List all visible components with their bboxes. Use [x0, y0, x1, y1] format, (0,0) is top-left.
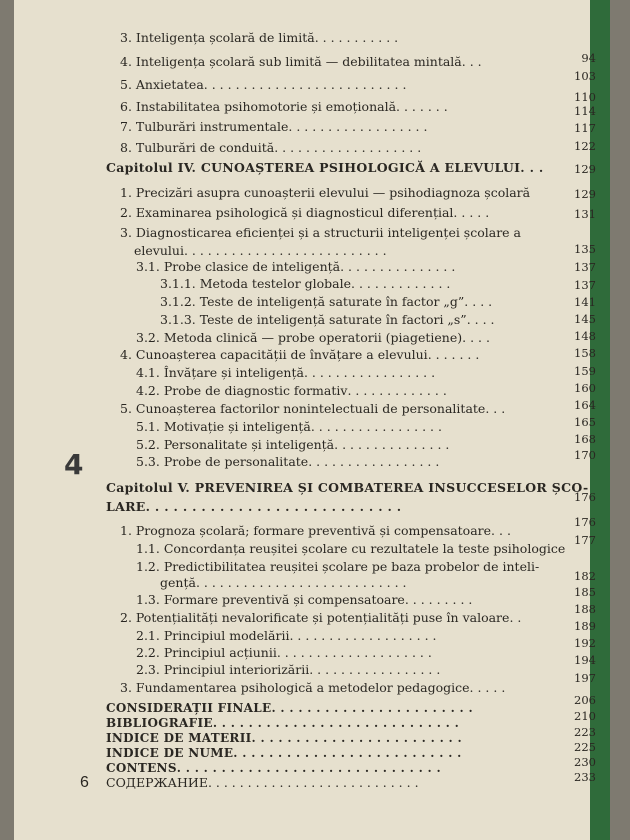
- toc-leader-dots: . . . . . . . . . . . . . . .: [334, 437, 450, 452]
- toc-entry-title: 1. Prognoza școlară; formare preventivă și compensatoare: [120, 523, 492, 538]
- toc-entry: [120, 97, 448, 117]
- toc-entry: [120, 117, 427, 137]
- toc-page-number: 233: [574, 770, 596, 784]
- toc-entry-title: 3.1.3. Teste de inteligență saturate în factori „s”: [160, 312, 467, 327]
- toc-entry: [136, 452, 439, 472]
- toc-entry: [106, 158, 544, 178]
- toc-page-number: 137: [574, 260, 596, 274]
- toc-leader-dots: . . . . . . .: [396, 99, 448, 114]
- toc-entry-title: 2. Potențialități nevalorificate și potențialități puse în valoare: [120, 610, 510, 625]
- toc-entry: [120, 345, 479, 365]
- toc-entry-title: gență: [160, 575, 196, 590]
- handwritten-mark: 4: [64, 448, 84, 481]
- toc-page-number: 114: [574, 104, 596, 118]
- toc-entry: [106, 497, 401, 517]
- toc-entry-title: 5.2. Personalitate și inteligență: [136, 437, 335, 452]
- toc-entry-title: 8. Tulburări de conduită: [120, 140, 275, 155]
- toc-entry-title: 3. Diagnosticarea eficienței și a structurii inteligenței școlare a: [120, 225, 522, 240]
- toc-leader-dots: . . . . . . . . . . . . .: [351, 276, 451, 291]
- toc-leader-dots: . . . . . . . . . . . . . . . . . . . . . . . . . .: [233, 746, 462, 760]
- toc-leader-dots: . . . . . . . . . . . . . . . . . . . .: [276, 645, 432, 660]
- toc-entry-title: CONSIDERAȚII FINALE: [106, 701, 272, 715]
- toc-entry: [120, 75, 406, 95]
- toc-page-number: 223: [574, 725, 596, 739]
- toc-leader-dots: . . . . . . . . . . . . . . .: [340, 259, 456, 274]
- toc-entry: [136, 539, 566, 559]
- toc-entry: [136, 363, 435, 383]
- toc-leader-dots: . . . . . . . . . . . . . . . . . . . . . . . .: [251, 731, 462, 745]
- toc-entry-title: elevului: [134, 243, 184, 258]
- toc-entry: [120, 399, 505, 419]
- toc-leader-dots: . . . . . . . . . . . . . . . . . . . . . . . . . .: [203, 77, 407, 92]
- toc-entry-title: INDICE DE MATERII: [106, 731, 252, 745]
- toc-page-number: 129: [574, 162, 596, 176]
- toc-leader-dots: . . . . . . . . . . . . . . . . .: [308, 454, 440, 469]
- toc-leader-dots: . . . .: [462, 330, 490, 345]
- toc-page-number: 165: [574, 415, 596, 429]
- toc-leader-dots: . . . . . . . . . . . . . . . . . . . . . . . . . . .: [195, 575, 407, 590]
- book-page: [14, 0, 610, 840]
- toc-page-number: 94: [581, 51, 596, 65]
- toc-entry: [106, 773, 419, 793]
- toc-leader-dots: . . . . . . . . . . . . . . . . .: [303, 365, 436, 380]
- toc-leader-dots: . . . . . . . . . . . . . . . . .: [309, 662, 441, 677]
- toc-entry: [136, 590, 472, 610]
- toc-leader-dots: . . . . . . . . . . . . . . . . . . . . . . . . . . . . . .: [176, 761, 441, 775]
- toc-entry-title: 1.3. Formare preventivă și compensatoare: [136, 592, 405, 607]
- toc-page-number: 189: [574, 619, 596, 633]
- toc-leader-dots: . .: [509, 610, 522, 625]
- toc-entry: [120, 183, 530, 203]
- toc-leader-dots: . . .: [491, 523, 511, 538]
- toc-leader-dots: . . . . . . . . . . . . . . . . . .: [288, 119, 428, 134]
- toc-entry-title: 2.1. Principiul modelării: [136, 628, 290, 643]
- toc-page-number: 230: [574, 755, 596, 769]
- toc-entry-title: 3.1.2. Teste de inteligență saturate în factor „g”: [160, 294, 465, 309]
- toc-entry-title: CONTENS: [106, 761, 177, 775]
- toc-page-number: 176: [574, 490, 596, 504]
- toc-entry-title: 1. Precizări asupra cunoașterii elevului — psihodiagnoza școlară: [120, 185, 531, 200]
- toc-page-number: 168: [574, 432, 596, 446]
- toc-page-number: 176: [574, 515, 596, 529]
- toc-leader-dots: . . . . . . .: [427, 347, 480, 362]
- toc-entry-title: СОДЕРЖАНИЕ: [106, 775, 208, 790]
- toc-page-number: 131: [574, 207, 596, 221]
- toc-entry: [120, 52, 482, 72]
- toc-entry: [120, 678, 505, 698]
- toc-page-number: 206: [574, 693, 596, 707]
- toc-leader-dots: . . . . . . . . .: [404, 592, 473, 607]
- toc-entry-title: 5.1. Motivație și inteligență: [136, 419, 311, 434]
- toc-page-number: 188: [574, 602, 596, 616]
- toc-entry-title: 3.1.1. Metoda testelor globale: [160, 276, 352, 291]
- toc-entry: [106, 478, 589, 498]
- toc-leader-dots: . . . . . . . . . . . . . . . . . . . . . . . . . . . .: [212, 716, 460, 730]
- toc-page-number: 148: [574, 329, 596, 343]
- toc-page-number: 225: [574, 740, 596, 754]
- toc-entry: [120, 203, 489, 223]
- toc-leader-dots: . . .: [485, 401, 506, 416]
- toc-entry-title: 4. Cunoașterea capacității de învățare a elevului: [120, 347, 428, 362]
- toc-leader-dots: . . . . . . . . . . . . . . . . . . . . . . . . . . .: [207, 775, 419, 790]
- toc-entry-title: 5. Cunoașterea factorilor nonintelectuali de personalitate: [120, 401, 486, 416]
- toc-leader-dots: . . . . . . . . . . . . .: [347, 383, 447, 398]
- toc-entry: [120, 138, 421, 158]
- toc-entry-title: INDICE DE NUME: [106, 746, 234, 760]
- toc-entry-title: 3.1. Probe clasice de inteligență: [136, 259, 341, 274]
- toc-page-number: 210: [574, 709, 596, 723]
- toc-entry: [160, 274, 450, 294]
- toc-entry-title: 2.2. Principiul acțiunii: [136, 645, 277, 660]
- toc-leader-dots: . . . . . . . . . . . . . . . . . . .: [289, 628, 437, 643]
- toc-page-number: 185: [574, 585, 596, 599]
- toc-entry: [160, 292, 492, 312]
- toc-leader-dots: . . . . .: [469, 680, 506, 695]
- toc-page-number: 158: [574, 346, 596, 360]
- page-number: 6: [80, 774, 89, 791]
- toc-entry-title: 5. Anxietatea: [120, 77, 204, 92]
- toc-entry-title: 7. Tulburări instrumentale: [120, 119, 289, 134]
- toc-entry-title: 6. Instabilitatea psihomotorie și emoțională: [120, 99, 397, 114]
- toc-page-number: 141: [574, 295, 596, 309]
- toc-entry-title: 4. Inteligența școlară sub limită — debilitatea mintală: [120, 54, 462, 69]
- toc-page-number: 182: [574, 569, 596, 583]
- toc-entry-title: LARE: [106, 499, 146, 514]
- toc-page-number: 110: [574, 90, 596, 104]
- toc-entry-title: 4.2. Probe de diagnostic formativ: [136, 383, 348, 398]
- toc-leader-dots: . . . .: [464, 294, 493, 309]
- toc-page-number: 177: [574, 533, 596, 547]
- toc-page-number: 159: [574, 364, 596, 378]
- toc-entry: [136, 660, 440, 680]
- toc-page-number: 117: [574, 121, 596, 135]
- toc-entry-title: Capitolul V. PREVENIREA ȘI COMBATEREA INSUCCESELOR ȘCO-: [106, 480, 589, 495]
- toc-entry: [136, 417, 442, 437]
- toc-entry-title: BIBLIOGRAFIE: [106, 716, 213, 730]
- toc-page-number: 103: [574, 69, 596, 83]
- toc-page-number: 137: [574, 278, 596, 292]
- toc-leader-dots: . . .: [520, 160, 544, 175]
- toc-entry-title: 3. Fundamentarea psihologică a metodelor pedagogice: [120, 680, 470, 695]
- toc-entry-title: 5.3. Probe de personalitate: [136, 454, 309, 469]
- toc-leader-dots: . . . . .: [453, 205, 490, 220]
- toc-entry-title: 4.1. Învățare și inteligență: [136, 365, 304, 380]
- toc-entry-title: 2. Examinarea psihologică și diagnosticul diferențial: [120, 205, 454, 220]
- toc-entry: [120, 223, 521, 243]
- toc-page-number: 164: [574, 398, 596, 412]
- toc-entry-title: Capitolul IV. CUNOAȘTEREA PSIHOLOGICĂ A ELEVULUI: [106, 160, 521, 175]
- toc-entry: [120, 608, 521, 628]
- toc-entry-title: 1.1. Concordanța reușitei școlare cu rezultatele la teste psihologice: [136, 541, 566, 556]
- toc-entry: [136, 381, 447, 401]
- toc-leader-dots: . . . . . . . . . . . . . . . . . . . . . . . . . .: [183, 243, 387, 258]
- toc-entry-title: 3. Inteligența școlară de limită: [120, 30, 315, 45]
- toc-page-number: 160: [574, 381, 596, 395]
- toc-leader-dots: . . . . . . . . . . . . . . . . .: [310, 419, 442, 434]
- toc-leader-dots: . . .: [461, 54, 482, 69]
- toc-entry-title: 2.3. Principiul interiorizării: [136, 662, 310, 677]
- toc-page-number: 170: [574, 448, 596, 462]
- toc-entry-title: 3.2. Metoda clinică — probe operatorii (piagetiene): [136, 330, 463, 345]
- toc-leader-dots: . . . .: [466, 312, 495, 327]
- toc-page-number: 122: [574, 139, 596, 153]
- toc-entry: [120, 28, 398, 48]
- toc-page-number: 135: [574, 242, 596, 256]
- toc-page-number: 194: [574, 653, 596, 667]
- toc-leader-dots: . . . . . . . . . . . . . . . . . . . . . . . . . . . .: [145, 499, 402, 514]
- toc-leader-dots: . . . . . . . . . . . . . . . . . . .: [274, 140, 422, 155]
- toc-leader-dots: . . . . . . . . . . . . . . . . . . . . . . .: [271, 701, 473, 715]
- toc-entry: [120, 521, 511, 541]
- toc-page-number: 197: [574, 671, 596, 685]
- toc-page-number: 145: [574, 312, 596, 326]
- toc-leader-dots: . . . . . . . . . . .: [314, 30, 399, 45]
- toc-page-number: 129: [574, 187, 596, 201]
- toc-entry: [160, 310, 495, 330]
- toc-page-number: 192: [574, 636, 596, 650]
- toc-entry-title: 1.2. Predictibilitatea reușitei școlare pe baza probelor de inteli-: [136, 559, 540, 574]
